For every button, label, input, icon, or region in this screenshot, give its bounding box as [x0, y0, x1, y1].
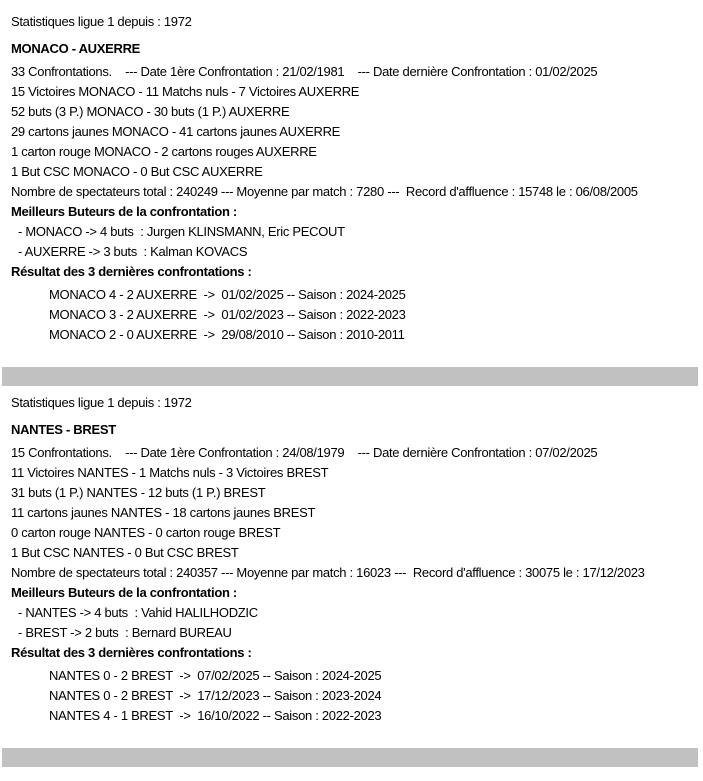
- stat-line-own-goals: 1 But CSC NANTES - 0 But CSC BREST: [11, 545, 239, 560]
- result-line: MONACO 4 - 2 AUXERRE -> 01/02/2025 -- Saison : 2024-2025: [49, 287, 406, 302]
- stat-line-red-cards: 1 carton rouge MONACO - 2 cartons rouges AUXERRE: [11, 144, 317, 159]
- scorer-line-away: - BREST -> 2 buts : Bernard BUREAU: [18, 625, 232, 640]
- stat-line-attendance: Nombre de spectateurs total : 240249 --- Moyenne par match : 7280 --- Record d'affluence : 15748 le : 06/08/2005: [11, 184, 638, 199]
- scorer-line-home: - MONACO -> 4 buts : Jurgen KLINSMANN, Eric PECOUT: [18, 224, 345, 239]
- stat-line-own-goals: 1 But CSC MONACO - 0 But CSC AUXERRE: [11, 164, 263, 179]
- stats-period-line: Statistiques ligue 1 depuis : 1972: [11, 14, 192, 29]
- last-results-header: Résultat des 3 dernières confrontations :: [11, 645, 252, 660]
- last-results-header: Résultat des 3 dernières confrontations :: [11, 264, 252, 279]
- stats-period-line: Statistiques ligue 1 depuis : 1972: [11, 395, 192, 410]
- result-line: NANTES 4 - 1 BREST -> 16/10/2022 -- Saison : 2022-2023: [49, 708, 382, 723]
- scorer-line-away: - AUXERRE -> 3 buts : Kalman KOVACS: [18, 244, 248, 259]
- result-line: MONACO 3 - 2 AUXERRE -> 01/02/2023 -- Saison : 2022-2023: [49, 307, 406, 322]
- stat-line-victories: 15 Victoires MONACO - 11 Matchs nuls - 7 Victoires AUXERRE: [11, 84, 360, 99]
- stat-line-red-cards: 0 carton rouge NANTES - 0 carton rouge BREST: [11, 525, 281, 540]
- stat-line-goals: 31 buts (1 P.) NANTES - 12 buts (1 P.) BREST: [11, 485, 266, 500]
- stat-line-yellow-cards: 29 cartons jaunes MONACO - 41 cartons jaunes AUXERRE: [11, 124, 341, 139]
- scorer-line-home: - NANTES -> 4 buts : Vahid HALILHODZIC: [18, 605, 258, 620]
- section-divider: [2, 748, 698, 767]
- matchup-section-nantes-brest: [0, 393, 703, 726]
- stat-line-confrontations: 33 Confrontations. --- Date 1ère Confrontation : 21/02/1981 --- Date dernière Confrontation : 01/02/2025: [11, 64, 598, 79]
- top-scorers-header: Meilleurs Buteurs de la confrontation :: [11, 204, 237, 219]
- result-line: MONACO 2 - 0 AUXERRE -> 29/08/2010 -- Saison : 2010-2011: [49, 327, 405, 342]
- stat-line-yellow-cards: 11 cartons jaunes NANTES - 18 cartons jaunes BREST: [11, 505, 316, 520]
- stat-line-attendance: Nombre de spectateurs total : 240357 --- Moyenne par match : 16023 --- Record d'affluence : 30075 le : 17/12/2023: [11, 565, 645, 580]
- stat-line-goals: 52 buts (3 P.) MONACO - 30 buts (1 P.) AUXERRE: [11, 104, 290, 119]
- stat-line-confrontations: 15 Confrontations. --- Date 1ère Confrontation : 24/08/1979 --- Date dernière Confrontation : 07/02/2025: [11, 445, 598, 460]
- section-divider: [2, 367, 698, 386]
- result-line: NANTES 0 - 2 BREST -> 17/12/2023 -- Saison : 2023-2024: [49, 688, 382, 703]
- matchup-section-monaco-auxerre: [0, 12, 703, 345]
- result-line: NANTES 0 - 2 BREST -> 07/02/2025 -- Saison : 2024-2025: [49, 668, 382, 683]
- matchup-title: MONACO - AUXERRE: [11, 41, 141, 56]
- stat-line-victories: 11 Victoires NANTES - 1 Matchs nuls - 3 Victoires BREST: [11, 465, 329, 480]
- top-scorers-header: Meilleurs Buteurs de la confrontation :: [11, 585, 237, 600]
- matchup-title: NANTES - BREST: [11, 422, 116, 437]
